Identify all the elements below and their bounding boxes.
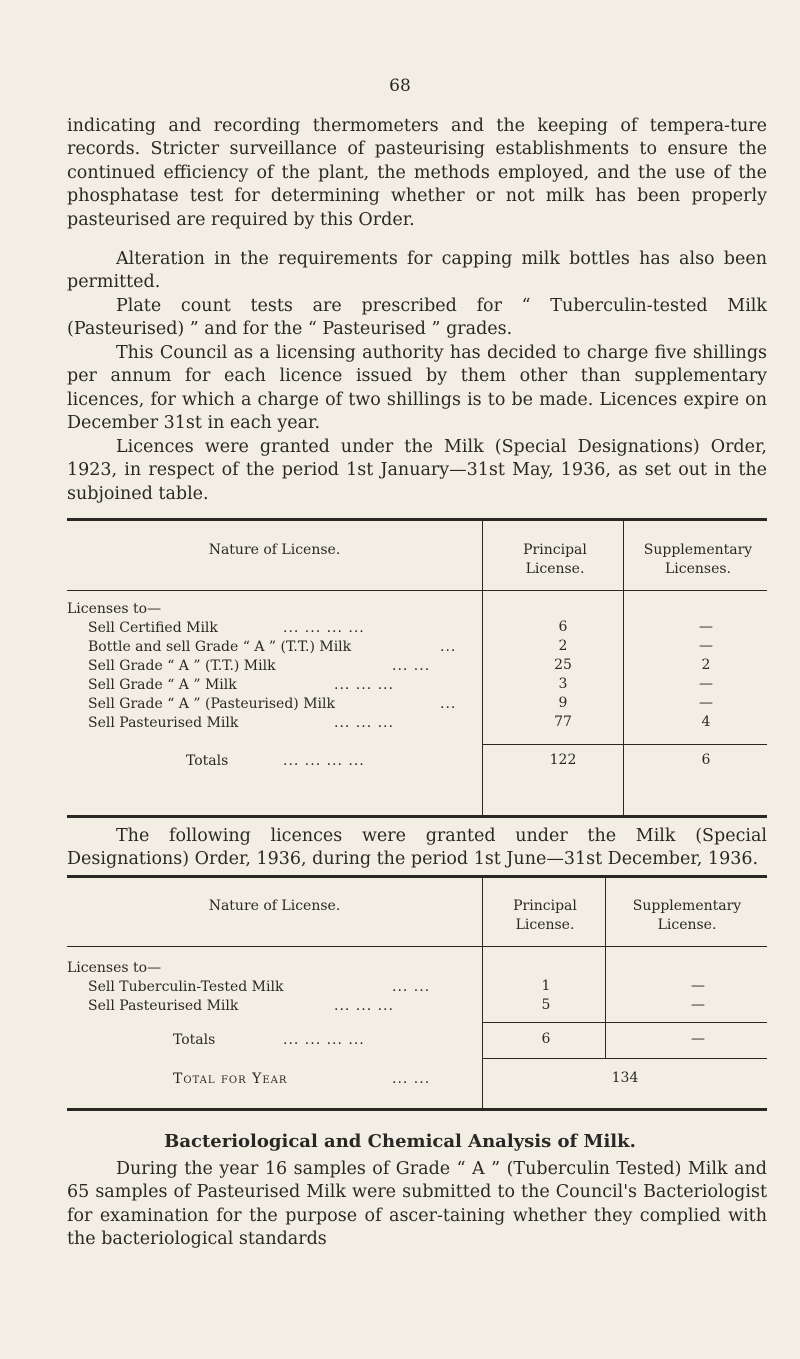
table-1-header-nature: Nature of License.	[208, 542, 341, 558]
row-dots: ...	[440, 696, 457, 712]
table-2-year-rule	[482, 1058, 767, 1059]
table-1-bottom-rule	[67, 815, 767, 818]
row-dots: ... ... ... ...	[283, 620, 365, 636]
totals-dots: ... ... ... ...	[283, 1032, 365, 1048]
paragraph-1: indicating and recording thermometers and the keeping of tempera-ture records. Stricter surveillance of pasteurising establishments to ensure the continued efficiency of the plant, the methods employed, and the use of the phosphatase test for determining whether or not milk has been properly pasteurised are required by this Order.	[67, 116, 767, 230]
paragraph-2: Alteration in the requirements for capping milk bottles has also been permitted.	[67, 249, 767, 293]
row-label: Sell Grade “ A ” (T.T.) Milk	[88, 658, 276, 674]
table-1-divider-1	[482, 521, 483, 815]
table-1-totals-rule	[482, 744, 767, 745]
row-label: Sell Grade “ A ” Milk	[88, 677, 237, 693]
table-1-top-rule	[67, 518, 767, 521]
year-total-label: Total for Year	[173, 1071, 288, 1087]
table-2-header-rule	[67, 946, 767, 947]
paragraph-4: This Council as a licensing authority has decided to charge five shillings per annum for each licence issued by them other than supplementary licences, for which a charge of two shillings is to be made. Licences expire on December 31st in each year.	[67, 343, 767, 434]
table-2-header-nature: Nature of License.	[208, 898, 341, 914]
totals-principal: 6	[541, 1031, 551, 1047]
row-dots: ... ... ...	[334, 998, 394, 1014]
totals-dots: ... ... ... ...	[283, 753, 365, 769]
row-supplementary: —	[691, 978, 705, 994]
table-2-group-label: Licenses to—	[67, 960, 162, 976]
row-dots: ... ... ...	[334, 677, 394, 693]
row-dots: ... ... ...	[334, 715, 394, 731]
totals-principal: 122	[549, 752, 577, 768]
row-dots: ... ...	[392, 658, 431, 674]
row-label: Sell Grade “ A ” (Pasteurised) Milk	[88, 696, 335, 712]
row-supplementary: —	[699, 638, 713, 654]
table-1-header-rule	[67, 590, 767, 591]
row-dots: ... ...	[392, 979, 431, 995]
row-principal: 25	[554, 657, 572, 673]
paragraph-between-tables: The following licences were granted under the Milk (Special Designations) Order, 1936, during the period 1st June—31st December, 1936.	[67, 826, 767, 870]
row-label: Sell Certified Milk	[88, 620, 218, 636]
section-heading: Bacteriological and Chemical Analysis of Milk.	[164, 1131, 636, 1152]
row-label: Sell Tuberculin-Tested Milk	[88, 979, 284, 995]
table-1-divider-2	[623, 521, 624, 815]
table-2-top-rule	[67, 875, 767, 878]
totals-label: Totals	[173, 1032, 216, 1048]
row-supplementary: 4	[701, 714, 711, 730]
table-2-totals-rule	[482, 1022, 767, 1023]
paragraph-5: Licences were granted under the Milk (Special Designations) Order, 1923, in respect of the period 1st January—31st May, 1936, as set out in the subjoined table.	[67, 437, 767, 504]
row-supplementary: 2	[701, 657, 711, 673]
page-number: 68	[389, 76, 411, 96]
totals-supplementary: —	[691, 1031, 705, 1047]
table-1-header-principal: Principal License.	[523, 542, 587, 577]
row-principal: 1	[541, 978, 551, 994]
row-principal: 9	[558, 695, 568, 711]
table-2-header-principal: Principal License.	[513, 898, 577, 933]
row-dots: ...	[440, 639, 457, 655]
table-2-divider-2	[605, 878, 606, 1058]
row-supplementary: —	[699, 676, 713, 692]
row-label: Sell Pasteurised Milk	[88, 998, 239, 1014]
year-total-value: 134	[611, 1070, 639, 1086]
totals-label: Totals	[186, 753, 229, 769]
table-2-header-supplementary: Supplementary License.	[632, 898, 742, 933]
totals-supplementary: 6	[701, 752, 711, 768]
row-principal: 77	[554, 714, 572, 730]
row-principal: 6	[558, 619, 568, 635]
table-2-bottom-rule	[67, 1108, 767, 1111]
row-label: Sell Pasteurised Milk	[88, 715, 239, 731]
row-supplementary: —	[699, 695, 713, 711]
row-supplementary: —	[691, 997, 705, 1013]
row-principal: 3	[558, 676, 568, 692]
row-supplementary: —	[699, 619, 713, 635]
row-label: Bottle and sell Grade “ A ” (T.T.) Milk	[88, 639, 352, 655]
table-1-group-label: Licenses to—	[67, 601, 162, 617]
table-1-header-supplementary: Supplementary Licenses.	[643, 542, 753, 577]
table-2-divider-1	[482, 878, 483, 1108]
row-principal: 5	[541, 997, 551, 1013]
row-principal: 2	[558, 638, 568, 654]
final-paragraph: During the year 16 samples of Grade “ A ” (Tuberculin Tested) Milk and 65 samples of Pasteurised Milk were submitted to the Council's Bacteriologist for examination for the purpose of ascer-taining whether they complied with the bacteriological standards	[67, 1159, 767, 1250]
year-total-dots: ... ...	[392, 1071, 431, 1087]
paragraph-3: Plate count tests are prescribed for “ Tuberculin-tested Milk (Pasteurised) ” and for the “ Pasteurised ” grades.	[67, 296, 767, 340]
